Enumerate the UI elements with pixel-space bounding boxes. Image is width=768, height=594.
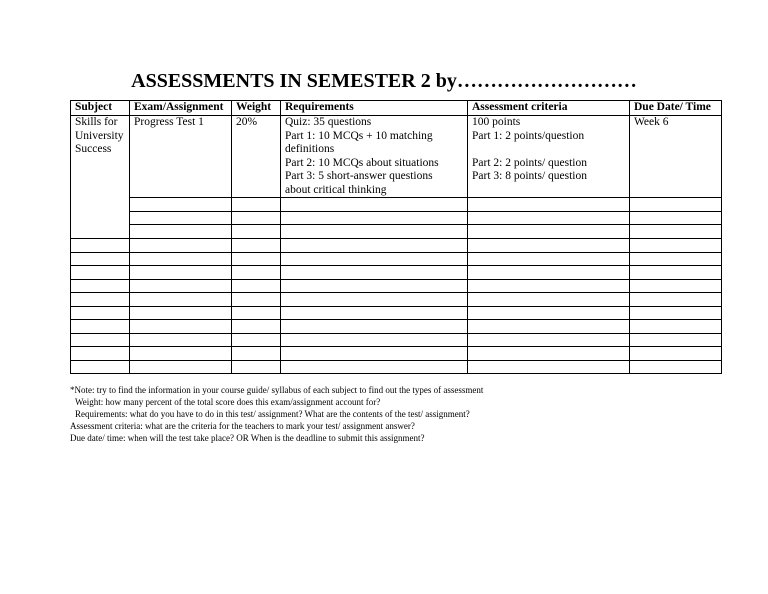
empty-cell[interactable] bbox=[71, 306, 130, 320]
empty-cell[interactable] bbox=[468, 279, 630, 293]
empty-cell[interactable] bbox=[630, 252, 722, 266]
criteria-line: 100 points bbox=[472, 116, 521, 128]
header-exam-assignment: Exam/Assignment bbox=[130, 101, 232, 116]
empty-cell[interactable] bbox=[630, 360, 722, 374]
table-row bbox=[71, 360, 722, 374]
empty-cell[interactable] bbox=[630, 239, 722, 253]
table-row bbox=[71, 239, 722, 253]
criteria-line bbox=[472, 143, 625, 157]
empty-cell[interactable] bbox=[130, 306, 232, 320]
empty-cell[interactable] bbox=[281, 279, 468, 293]
table-row bbox=[71, 116, 722, 198]
cell-exam[interactable]: Progress Test 1 bbox=[130, 116, 232, 198]
requirement-line: about critical thinking bbox=[285, 183, 387, 196]
empty-cell[interactable] bbox=[232, 306, 281, 320]
empty-cell[interactable] bbox=[71, 252, 130, 266]
header-due-date: Due Date/ Time bbox=[630, 101, 722, 116]
empty-cell[interactable] bbox=[468, 252, 630, 266]
empty-cell[interactable] bbox=[281, 225, 468, 239]
empty-cell[interactable] bbox=[130, 279, 232, 293]
empty-cell[interactable] bbox=[232, 211, 281, 225]
table-row bbox=[71, 293, 722, 307]
note-line: Requirements: what do you have to do in this test/ assignment? What are the contents of the test/ assignment? bbox=[75, 409, 470, 419]
table-row bbox=[71, 333, 722, 347]
empty-cell[interactable] bbox=[281, 239, 468, 253]
subject-line: Skills for bbox=[75, 116, 118, 128]
empty-cell[interactable] bbox=[71, 333, 130, 347]
empty-cell[interactable] bbox=[232, 320, 281, 334]
cell-criteria[interactable] bbox=[468, 116, 630, 198]
header-weight: Weight bbox=[232, 101, 281, 116]
empty-cell[interactable] bbox=[630, 293, 722, 307]
subject-line: Success bbox=[75, 143, 112, 155]
cell-weight[interactable]: 20% bbox=[232, 116, 281, 198]
empty-cell[interactable] bbox=[71, 360, 130, 374]
empty-cell[interactable] bbox=[468, 320, 630, 334]
empty-cell[interactable] bbox=[130, 347, 232, 361]
requirement-line: Part 3: 5 short-answer questions bbox=[285, 170, 433, 182]
empty-cell[interactable] bbox=[468, 198, 630, 212]
requirement-line: definitions bbox=[285, 143, 335, 155]
table-row bbox=[71, 306, 722, 320]
subject-line: University bbox=[75, 129, 124, 142]
empty-cell[interactable] bbox=[71, 320, 130, 334]
table-row bbox=[71, 252, 722, 266]
empty-cell[interactable] bbox=[281, 333, 468, 347]
empty-cell[interactable] bbox=[130, 293, 232, 307]
empty-cell[interactable] bbox=[468, 306, 630, 320]
empty-cell[interactable] bbox=[281, 198, 468, 212]
empty-cell[interactable] bbox=[232, 198, 281, 212]
empty-cell[interactable] bbox=[630, 306, 722, 320]
empty-cell[interactable] bbox=[232, 360, 281, 374]
empty-cell[interactable] bbox=[468, 266, 630, 280]
empty-cell[interactable] bbox=[71, 279, 130, 293]
empty-cell[interactable] bbox=[468, 333, 630, 347]
empty-cell[interactable] bbox=[130, 266, 232, 280]
header-subject: Subject bbox=[71, 101, 130, 116]
table-row bbox=[71, 198, 722, 212]
empty-cell[interactable] bbox=[468, 293, 630, 307]
empty-cell[interactable] bbox=[71, 239, 130, 253]
empty-cell[interactable] bbox=[232, 347, 281, 361]
empty-cell[interactable] bbox=[630, 279, 722, 293]
empty-cell[interactable] bbox=[630, 320, 722, 334]
note-line: *Note: try to find the information in your course guide/ syllabus of each subject to find out the types of assessment bbox=[70, 385, 484, 395]
note-line: Weight: how many percent of the total score does this exam/assignment account for? bbox=[75, 397, 381, 407]
empty-cell[interactable] bbox=[232, 266, 281, 280]
empty-cell[interactable] bbox=[468, 211, 630, 225]
empty-cell[interactable] bbox=[232, 279, 281, 293]
empty-cell[interactable] bbox=[232, 239, 281, 253]
criteria-line: Part 3: 8 points/ question bbox=[472, 170, 587, 182]
criteria-line: Part 1: 2 points/question bbox=[472, 129, 585, 142]
empty-cell[interactable] bbox=[130, 320, 232, 334]
empty-cell[interactable] bbox=[232, 293, 281, 307]
empty-cell[interactable] bbox=[130, 252, 232, 266]
cell-due[interactable]: Week 6 bbox=[630, 116, 722, 198]
empty-cell[interactable] bbox=[232, 225, 281, 239]
empty-cell[interactable] bbox=[630, 225, 722, 239]
note-line: Assessment criteria: what are the criteria for the teachers to mark your test/ assignment answer? bbox=[70, 421, 415, 431]
requirement-line: Quiz: 35 questions bbox=[285, 116, 372, 128]
cell-requirements[interactable] bbox=[281, 116, 468, 198]
empty-cell[interactable] bbox=[71, 347, 130, 361]
empty-cell[interactable] bbox=[468, 225, 630, 239]
empty-cell[interactable] bbox=[468, 239, 630, 253]
empty-cell[interactable] bbox=[468, 347, 630, 361]
empty-cell[interactable] bbox=[130, 211, 232, 225]
empty-cell[interactable] bbox=[281, 360, 468, 374]
empty-cell[interactable] bbox=[71, 266, 130, 280]
table-header-row bbox=[71, 101, 722, 116]
empty-cell[interactable] bbox=[281, 306, 468, 320]
table-row bbox=[71, 320, 722, 334]
empty-cell[interactable] bbox=[281, 347, 468, 361]
requirement-line: Part 1: 10 MCQs + 10 matching bbox=[285, 129, 433, 142]
cell-subject[interactable] bbox=[71, 116, 130, 239]
empty-cell[interactable] bbox=[71, 293, 130, 307]
empty-cell[interactable] bbox=[630, 211, 722, 225]
notes bbox=[70, 384, 483, 444]
empty-cell[interactable] bbox=[130, 360, 232, 374]
empty-cell[interactable] bbox=[130, 225, 232, 239]
empty-cell[interactable] bbox=[281, 252, 468, 266]
requirement-line: Part 2: 10 MCQs about situations bbox=[285, 156, 439, 169]
assessments-table bbox=[70, 100, 722, 374]
page-title: ASSESSMENTS IN SEMESTER 2 by……………………… bbox=[131, 70, 637, 92]
note-line: Due date/ time: when will the test take place? OR When is the deadline to submit this assignment? bbox=[70, 433, 425, 443]
criteria-line: Part 2: 2 points/ question bbox=[472, 156, 587, 169]
empty-cell[interactable] bbox=[468, 360, 630, 374]
table-row bbox=[71, 279, 722, 293]
empty-cell[interactable] bbox=[281, 266, 468, 280]
table-row bbox=[71, 266, 722, 280]
empty-cell[interactable] bbox=[130, 239, 232, 253]
table-row bbox=[71, 211, 722, 225]
empty-cell[interactable] bbox=[630, 198, 722, 212]
header-requirements: Requirements bbox=[281, 101, 468, 116]
table-row bbox=[71, 347, 722, 361]
empty-cell[interactable] bbox=[281, 293, 468, 307]
table-row bbox=[71, 225, 722, 239]
empty-cell[interactable] bbox=[630, 347, 722, 361]
header-assessment-criteria: Assessment criteria bbox=[468, 101, 630, 116]
empty-cell[interactable] bbox=[130, 333, 232, 347]
empty-cell[interactable] bbox=[232, 333, 281, 347]
empty-cell[interactable] bbox=[630, 266, 722, 280]
empty-cell[interactable] bbox=[630, 333, 722, 347]
empty-cell[interactable] bbox=[281, 211, 468, 225]
empty-cell[interactable] bbox=[281, 320, 468, 334]
empty-cell[interactable] bbox=[130, 198, 232, 212]
empty-cell[interactable] bbox=[232, 252, 281, 266]
